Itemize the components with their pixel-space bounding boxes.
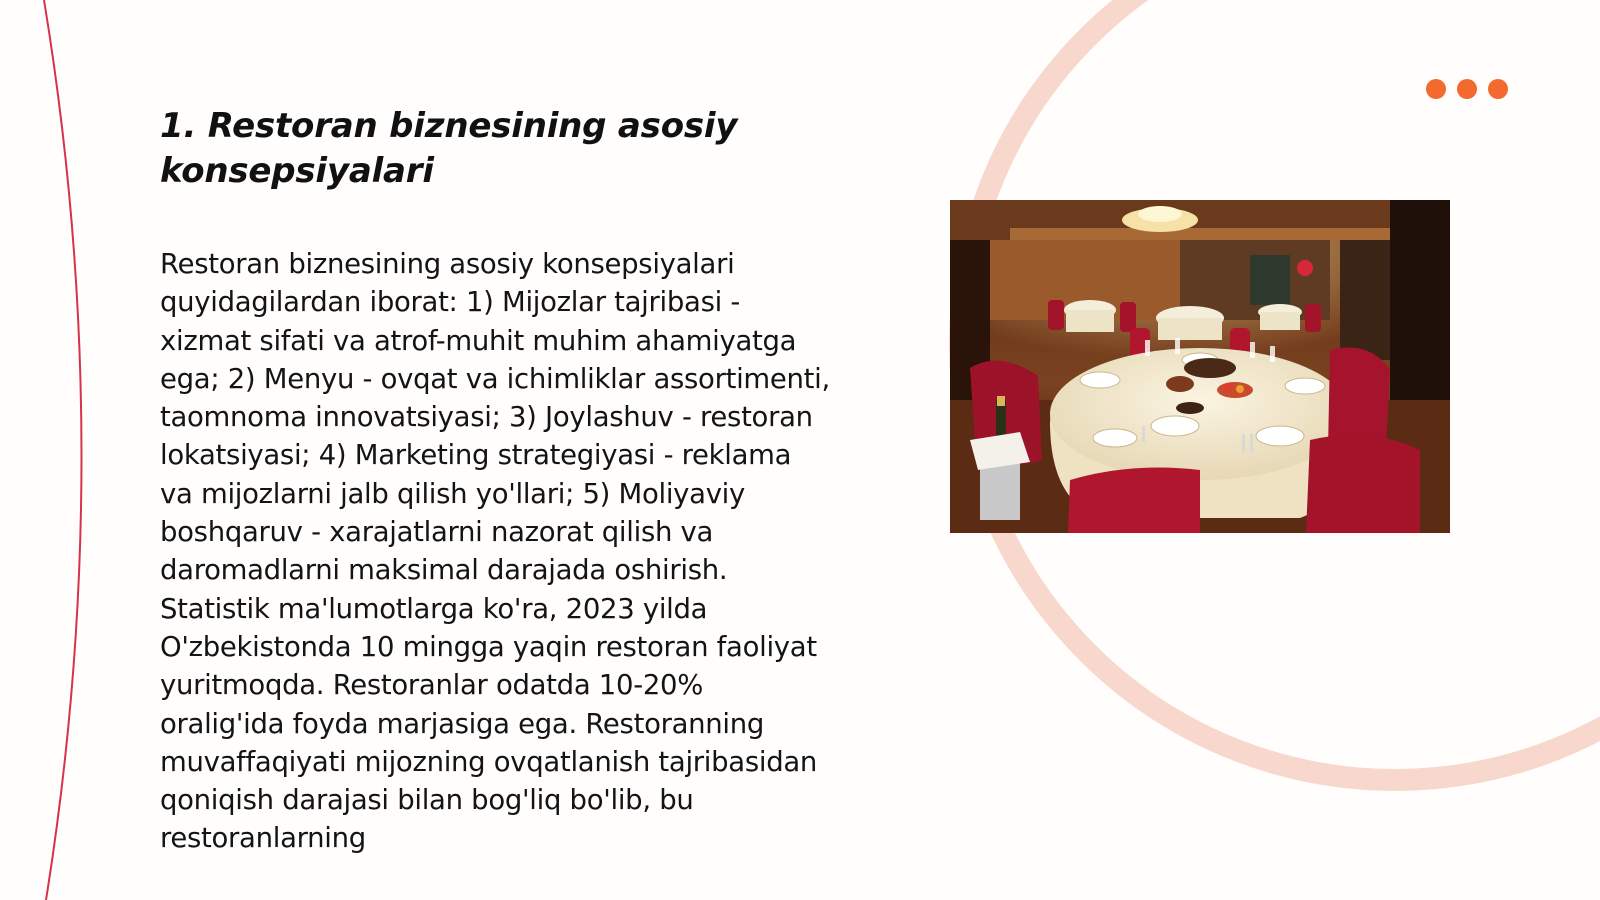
dot xyxy=(1457,79,1477,99)
dot xyxy=(1488,79,1508,99)
slide-title: 1. Restoran biznesining asosiy konsepsiyalari xyxy=(160,106,738,191)
left-edge-curve xyxy=(44,0,82,900)
dot xyxy=(1426,79,1446,99)
restaurant-dining-photo xyxy=(950,200,1450,533)
slide-body-text: Restoran biznesining asosiy konsepsiyalari quyidagilardan iborat: 1) Mijozlar tajribasi - xizmat sifati va atrof-muhit muhim ahamiyatga ega; 2) Menyu - ovqat va ichimliklar assortimenti, taomnoma innovatsiyasi; 3) Joylashuv - restoran lokatsiyasi; 4) Marketing strategiyasi - reklama va mijozlarni jalb qilish yo'llari; 5) Moliyaviy boshqaruv - xarajatlarni nazorat qilish va daromadlarni maksimal darajada oshirish. Statistik ma'lumotlarga ko'ra, 2023 yilda O'zbekistonda 10 mingga yaqin restoran faoliyat yuritmoqda. Restoranlar odatda 10-20% oralig'ida foyda marjasiga ega. Restoranning muvaffaqiyati mijozning ovqatlanish tajribasidan qoniqish darajasi bilan bog'liq bo'lib, bu restoranlarning xyxy=(160,248,830,855)
more-dots-icon xyxy=(1426,79,1508,99)
